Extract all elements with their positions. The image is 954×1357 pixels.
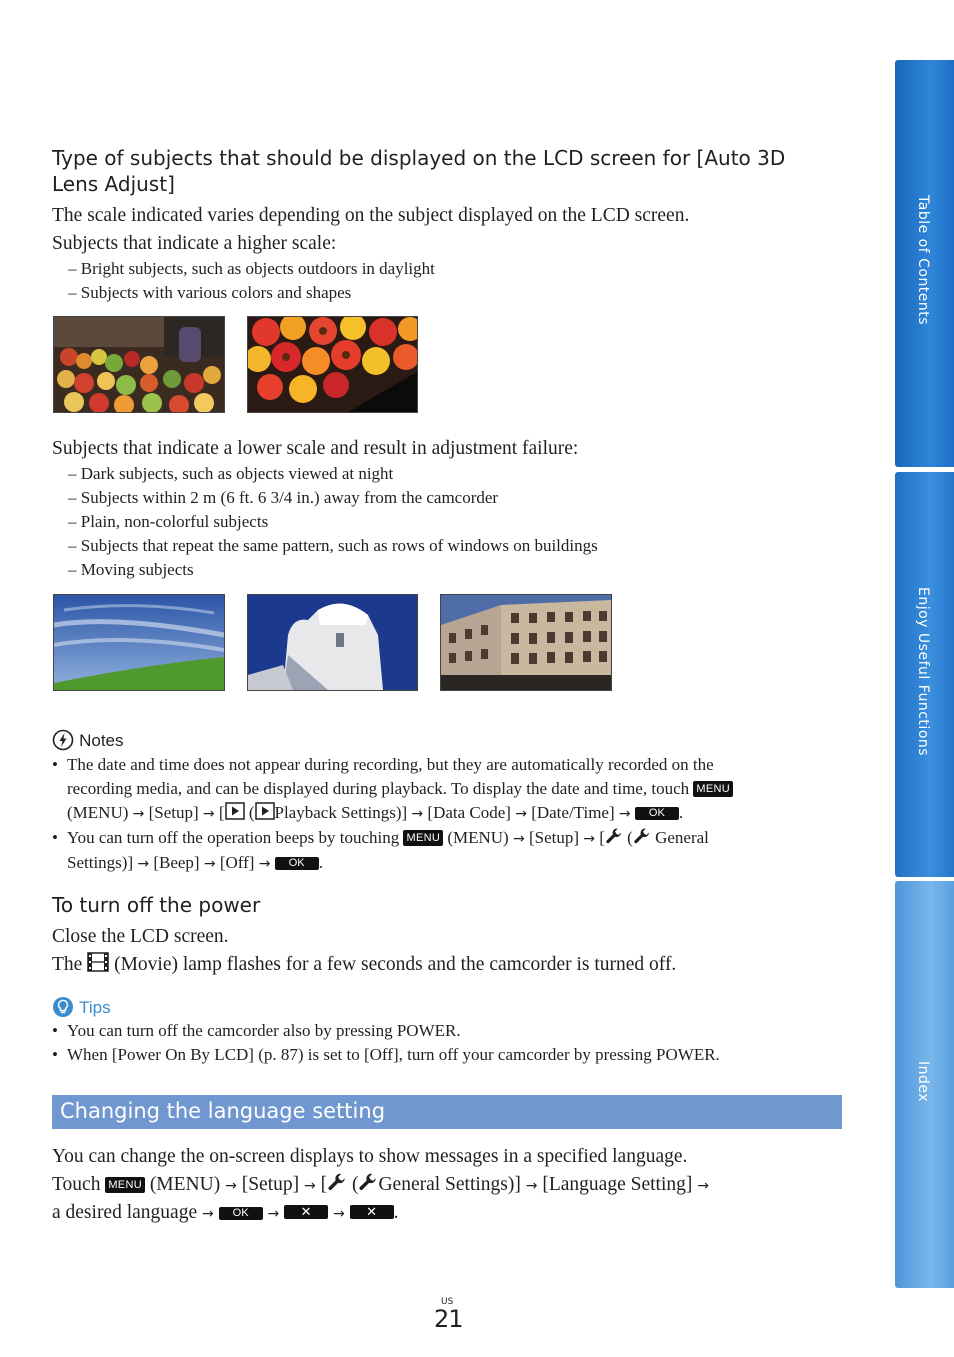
buildings-photo [440,594,612,691]
list-item: – Plain, non-colorful subjects [68,510,868,534]
list-item: – Subjects with various colors and shapes [68,281,848,305]
arrow-icon: → [697,1178,709,1194]
note-text: [Setup] [528,828,579,847]
sidebar-tab-functions-label: Enjoy Useful Functions [915,587,931,757]
notes-list [52,753,832,876]
page-region: US [441,1297,454,1307]
tip-item: • You can turn off the camcorder also by pressing POWER. [52,1021,461,1040]
note-text: [Setup] [148,803,199,822]
arrow-icon: → [202,806,215,822]
note-text: [ [599,828,605,847]
power-heading: To turn off the power [52,893,261,917]
language-section-bar [52,1095,842,1129]
note-line [67,777,832,801]
language-text: [ [320,1174,328,1195]
lightbulb-icon [52,996,74,1018]
note-text: ( [248,803,255,822]
language-text: Touch [52,1174,101,1195]
language-text: [Language Setting] [542,1174,693,1195]
close-button[interactable]: ✕ [350,1205,394,1219]
notes-title-row [52,729,124,751]
list-item: – Bright subjects, such as objects outdoors in daylight [68,257,848,281]
arrow-icon: → [512,831,525,847]
arrow-icon: → [267,1206,280,1222]
ok-button[interactable]: OK [275,857,319,870]
language-text: General Settings)] [378,1174,521,1195]
tip-text: When [Power On By LCD] (p. 87) is set to [Off], turn off your camcorder by pressing POWER. [67,1045,720,1064]
tip-item: • When [Power On By LCD] (p. 87) is set to [Off], turn off your camcorder by pressing POWER. [52,1045,720,1064]
arrow-icon: → [583,831,595,847]
tips-title-row [52,996,111,1018]
note-text: [Off] [219,853,255,872]
power-text: The [52,954,83,975]
lower-scale-label: Subjects that indicate a lower scale and result in adjustment failure: [52,438,579,459]
note-line [67,801,832,826]
wrench-icon [358,1172,378,1192]
note-text: (MENU) [447,828,509,847]
list-item: – Moving subjects [68,558,868,582]
power-line2 [52,951,872,979]
power-line1: Close the LCD screen. [52,926,229,947]
list-item: – Subjects within 2 m (6 ft. 6 3/4 in.) away from the camcorder [68,486,868,510]
note-text: [Data Code] [427,803,511,822]
note-text: [Date/Time] [531,803,615,822]
white-building-photo [247,594,418,691]
menu-button[interactable]: MENU [105,1177,145,1193]
arrow-icon: → [203,856,216,872]
note-text: recording media, and can be displayed during playback. To display the date and time, touch [67,779,690,798]
sidebar-tab-index-label: Index [915,1061,931,1103]
notes-title: Notes [79,731,124,750]
note-line [67,826,832,851]
page-number: 21 [434,1305,463,1333]
arrow-icon: → [258,856,271,872]
power-text: (Movie) lamp flashes for a few seconds and the camcorder is turned off. [114,954,677,975]
list-item: – Dark subjects, such as objects viewed at night [68,462,868,486]
movie-icon [87,952,109,972]
note-text: . [678,803,684,822]
note-text: You can turn off the operation beeps by touching [67,828,400,847]
menu-button[interactable]: MENU [693,781,733,797]
market-photo [53,316,225,413]
note-text: . [318,853,323,872]
note-text: ( [627,828,633,847]
playback-icon [225,802,245,820]
note-item: • You can turn off the operation beeps by touching MENU (MENU) → [Setup] → [ ( General Settings)] → [Beep] → [Off] → OK . [52,826,832,876]
language-line2 [52,1171,852,1200]
note-line [67,851,832,876]
sidebar-tab-contents[interactable] [895,60,954,467]
wrench-icon [327,1172,347,1192]
sidebar-tab-contents-label: Table of Contents [915,195,931,326]
arrow-icon: → [137,856,150,872]
note-text: Settings)] [67,853,134,872]
language-text: . [393,1202,399,1223]
note-text: General [655,828,709,847]
notes-icon [52,729,74,751]
ok-button[interactable]: OK [219,1207,263,1220]
language-text: ( [351,1174,359,1195]
sidebar-tab-functions[interactable] [895,472,954,877]
arrow-icon: → [132,806,145,822]
higher-scale-list [68,257,848,305]
scale-intro: The scale indicated varies depending on the subject displayed on the LCD screen. [52,205,690,226]
arrow-icon: → [201,1206,214,1222]
lower-scale-list [68,462,868,582]
higher-scale-label: Subjects that indicate a higher scale: [52,233,337,254]
language-line1: You can change the on-screen displays to show messages in a specified language. [52,1146,688,1167]
wrench-icon [633,827,651,845]
language-text: a desired language [52,1202,198,1223]
close-button[interactable]: ✕ [284,1205,328,1219]
menu-button[interactable]: MENU [403,830,443,846]
language-text: [Setup] [241,1174,300,1195]
note-text: Playback Settings)] [274,803,408,822]
note-text: [ [218,803,225,822]
language-text: (MENU) [149,1174,221,1195]
arrow-icon: → [525,1178,538,1194]
tip-text: You can turn off the camcorder also by pressing POWER. [67,1021,461,1040]
list-item: – Subjects that repeat the same pattern, such as rows of windows on buildings [68,534,868,558]
arrow-icon: → [411,806,424,822]
sky-photo [53,594,225,691]
arrow-icon: → [332,1206,345,1222]
arrow-icon: → [225,1178,237,1194]
arrow-icon: → [618,806,631,822]
language-heading: Changing the language setting [60,1099,386,1123]
tips-list [52,1019,832,1067]
arrow-icon: → [515,806,527,822]
sidebar-tab-index[interactable] [895,881,954,1288]
wrench-icon [605,827,623,845]
arrow-icon: → [303,1178,316,1194]
note-line: The date and time does not appear during recording, but they are automatically recorded on the [67,755,714,774]
ok-button[interactable]: OK [635,807,679,820]
language-line3 [52,1199,852,1228]
tips-title: Tips [79,998,111,1017]
note-item: • The date and time does not appear during recording, but they are automatically recorded on the recording media, and can be displayed during playback. To display the date and time, touch MENU (MENU) → [Setup] → [ ( Playback Settings)] → [Data Code] → [Date/Time] → OK . [52,753,832,826]
auto-3d-heading: Type of subjects that should be displayed on the LCD screen for [Auto 3D Lens Adjust] [52,146,786,196]
note-text: (MENU) [67,803,129,822]
note-text: [Beep] [153,853,200,872]
playback-icon [255,802,275,820]
flowers-photo [247,316,418,413]
